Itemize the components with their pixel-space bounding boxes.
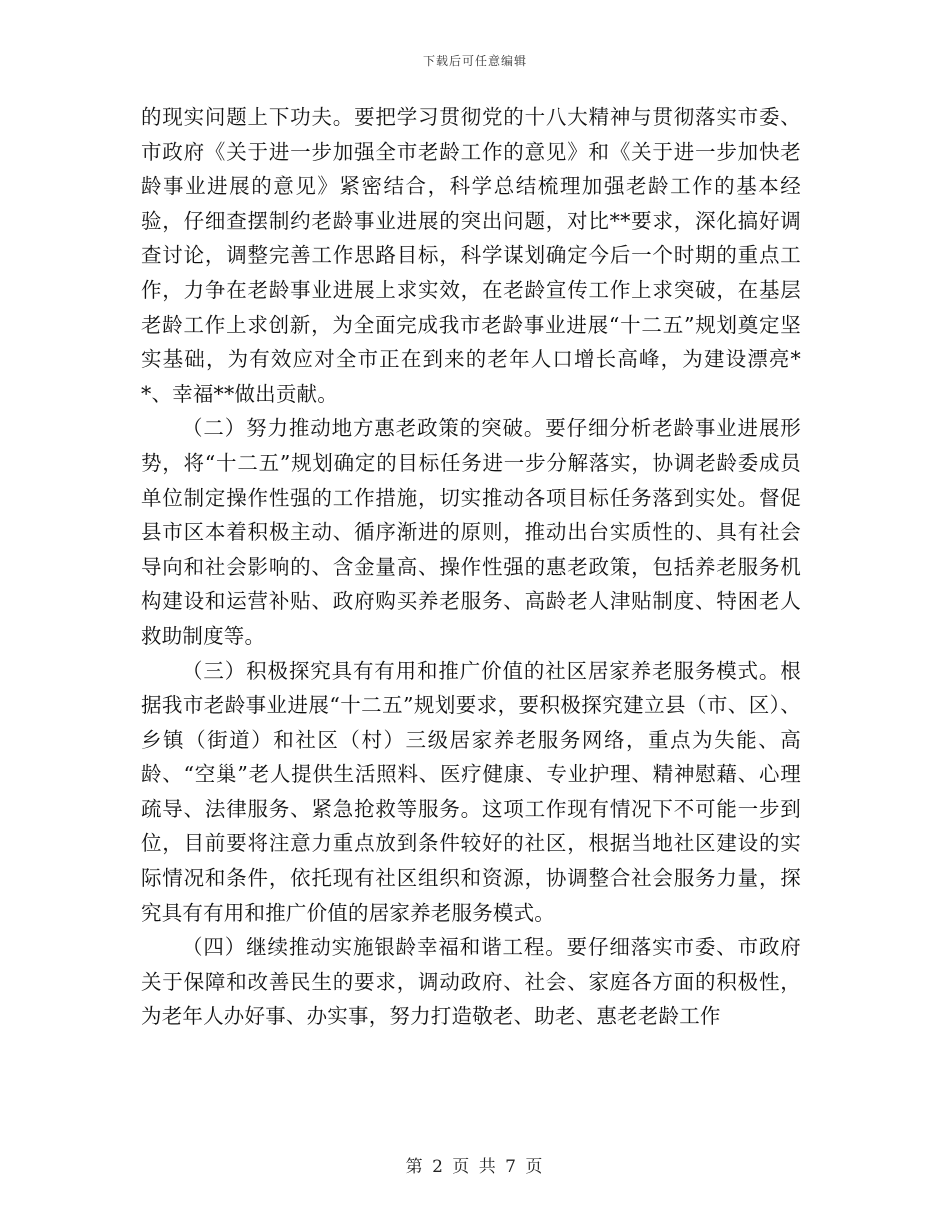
paragraph-section-4: （四）继续推动实施银龄幸福和谐工程。要仔细落实市委、市政府关于保障和改善民生的要求，调动政府、社会、家庭各方面的积极性，为老年人办好事、办实事，努力打造敬老、助老、惠老老龄工作	[141, 935, 801, 1029]
paragraph-section-2: （二）努力推动地方惠老政策的突破。要仔细分析老龄事业进展形势，将“十二五”规划确定的目标任务进一步分解落实，协调老龄委成员单位制定操作性强的工作措施，切实推动各项目标任务落到实处。督促县市区本着积极主动、循序渐进的原则，推动出台实质性的、具有社会导向和社会影响的、含金量高、操作性强的惠老政策，包括养老服务机构建设和运营补贴、政府购买养老服务、高龄老人津贴制度、特困老人救助制度等。	[141, 416, 801, 648]
page-number-footer: 第 2 页 共 7 页	[405, 1157, 545, 1177]
paragraph-section-3: （三）积极探究具有有用和推广价值的社区居家养老服务模式。根据我市老龄事业进展“十二五”规划要求，要积极探究建立县（市、区）、乡镇（街道）和社区（村）三级居家养老服务网络，重点为失能、高龄、“空巢”老人提供生活照料、医疗健康、专业护理、精神慰藉、心理疏导、法律服务、紧急抢救等服务。这项工作现有情况下不可能一步到位，目前要将注意力重点放到条件较好的社区，根据当地社区建设的实际情况和条件，依托现有社区组织和资源，协调整合社会服务力量，探究具有有用和推广价值的居家养老服务模式。	[141, 658, 801, 925]
document-body	[141, 100, 801, 1034]
page-header: 下载后可任意编辑	[422, 54, 527, 68]
paragraph-continued: 的现实问题上下功夫。要把学习贯彻党的十八大精神与贯彻落实市委、市政府《关于进一步加强全市老龄工作的意见》和《关于进一步加快老龄事业进展的意见》紧密结合，科学总结梳理加强老龄工作的基本经验，仔细查摆制约老龄事业进展的突出问题，对比**要求，深化搞好调查讨论，调整完善工作思路目标，科学谋划确定今后一个时期的重点工作，力争在老龄事业进展上求实效，在老龄宣传工作上求突破，在基层老龄工作上求创新，为全面完成我市老龄事业进展“十二五”规划奠定坚实基础，为有效应对全市正在到来的老年人口增长高峰，为建设漂亮**、幸福**做出贡献。	[141, 105, 801, 406]
